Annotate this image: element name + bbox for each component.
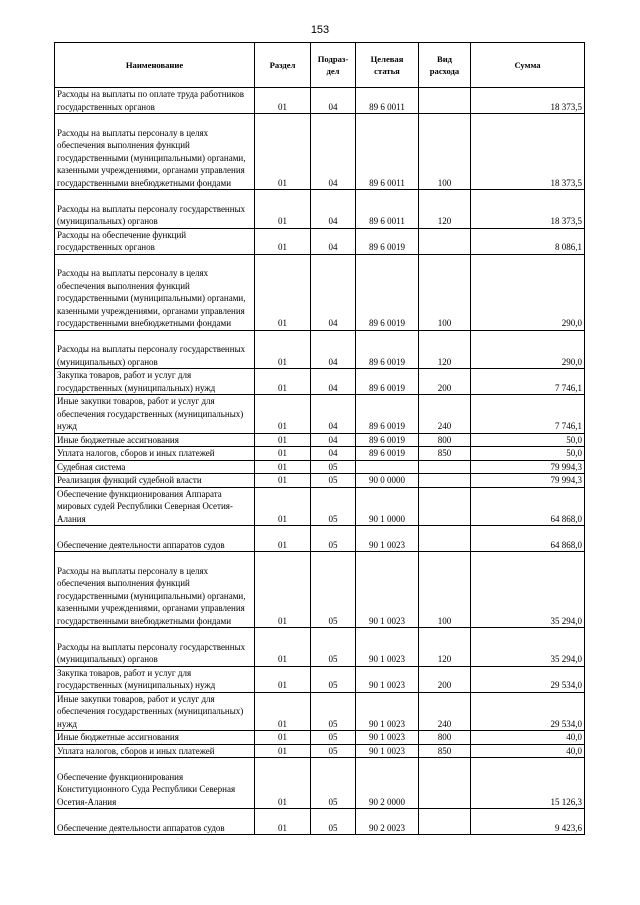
row-razdel: 01 — [255, 330, 311, 369]
table-row — [55, 395, 585, 434]
row-name: Расходы на обеспечение функций государственных органов — [55, 228, 255, 254]
row-podrazdel: 05 — [311, 628, 356, 667]
row-podrazdel: 04 — [311, 228, 356, 254]
row-razdel: 01 — [255, 731, 311, 745]
row-summa: 15 126,3 — [471, 758, 585, 809]
row-vid: 100 — [419, 114, 471, 190]
row-podrazdel: 05 — [311, 487, 356, 526]
row-name: Расходы на выплаты по оплате труда работников государственных органов — [55, 88, 255, 114]
row-vid — [419, 809, 471, 835]
header-summa: Сумма — [471, 43, 585, 88]
row-statya: 90 1 0023 — [356, 666, 419, 692]
row-summa: 64 868,0 — [471, 487, 585, 526]
row-podrazdel: 05 — [311, 731, 356, 745]
row-razdel: 01 — [255, 666, 311, 692]
row-podrazdel: 05 — [311, 692, 356, 731]
row-podrazdel: 04 — [311, 114, 356, 190]
row-podrazdel: 05 — [311, 666, 356, 692]
row-statya: 89 6 0019 — [356, 254, 419, 330]
table-row — [55, 666, 585, 692]
table-row — [55, 692, 585, 731]
row-statya — [356, 460, 419, 474]
row-vid: 800 — [419, 731, 471, 745]
table-row — [55, 369, 585, 395]
row-vid: 120 — [419, 190, 471, 229]
row-podrazdel: 04 — [311, 433, 356, 447]
row-summa: 18 373,5 — [471, 114, 585, 190]
row-summa: 18 373,5 — [471, 190, 585, 229]
page-number: 153 — [310, 24, 330, 36]
row-razdel: 01 — [255, 758, 311, 809]
row-podrazdel: 05 — [311, 460, 356, 474]
row-podrazdel: 05 — [311, 474, 356, 488]
row-name: Обеспечение функционирования Конституционного Суда Республики Северная Осетия-Алания — [55, 758, 255, 809]
row-summa: 29 534,0 — [471, 692, 585, 731]
row-vid — [419, 88, 471, 114]
row-razdel: 01 — [255, 369, 311, 395]
row-razdel: 01 — [255, 552, 311, 628]
row-razdel: 01 — [255, 254, 311, 330]
table-row — [55, 731, 585, 745]
row-name: Уплата налогов, сборов и иных платежей — [55, 447, 255, 461]
row-statya: 89 6 0019 — [356, 228, 419, 254]
row-razdel: 01 — [255, 460, 311, 474]
row-vid: 200 — [419, 666, 471, 692]
row-vid: 100 — [419, 552, 471, 628]
table-row — [55, 474, 585, 488]
table-row — [55, 433, 585, 447]
row-razdel: 01 — [255, 433, 311, 447]
row-summa: 35 294,0 — [471, 552, 585, 628]
row-statya: 89 6 0019 — [356, 447, 419, 461]
table-row — [55, 330, 585, 369]
table-row — [55, 744, 585, 758]
row-summa: 50,0 — [471, 447, 585, 461]
row-name: Иные закупки товаров, работ и услуг для обеспечения государственных (муниципальных) нужд — [55, 395, 255, 434]
row-summa: 40,0 — [471, 744, 585, 758]
row-razdel: 01 — [255, 809, 311, 835]
table-row — [55, 628, 585, 667]
row-statya: 90 1 0023 — [356, 552, 419, 628]
row-vid — [419, 758, 471, 809]
table-row — [55, 809, 585, 835]
row-podrazdel: 05 — [311, 758, 356, 809]
row-name: Расходы на выплаты персоналу в целях обеспечения выполнения функций государственными (муниципальными) органами, казенными учреждениями, органами управления государственными внебюджетными фондами — [55, 552, 255, 628]
row-statya: 90 1 0023 — [356, 731, 419, 745]
row-name: Обеспечение деятельности аппаратов судов — [55, 809, 255, 835]
row-podrazdel: 04 — [311, 190, 356, 229]
row-name: Закупка товаров, работ и услуг для государственных (муниципальных) нужд — [55, 666, 255, 692]
row-vid — [419, 526, 471, 552]
row-razdel: 01 — [255, 487, 311, 526]
header-vid: Вид расхода — [419, 43, 471, 88]
row-name: Уплата налогов, сборов и иных платежей — [55, 744, 255, 758]
row-summa: 64 868,0 — [471, 526, 585, 552]
table-row — [55, 114, 585, 190]
table-row — [55, 228, 585, 254]
table-row — [55, 190, 585, 229]
row-podrazdel: 05 — [311, 809, 356, 835]
row-statya: 90 2 0000 — [356, 758, 419, 809]
row-summa: 8 086,1 — [471, 228, 585, 254]
table-header-row — [55, 43, 585, 88]
row-name: Расходы на выплаты персоналу государственных (муниципальных) органов — [55, 330, 255, 369]
table-row — [55, 758, 585, 809]
row-statya: 90 1 0023 — [356, 692, 419, 731]
row-statya: 90 1 0000 — [356, 487, 419, 526]
table-row — [55, 552, 585, 628]
row-razdel: 01 — [255, 88, 311, 114]
row-name: Расходы на выплаты персоналу государственных (муниципальных) органов — [55, 190, 255, 229]
row-summa: 290,0 — [471, 254, 585, 330]
header-razdel: Раздел — [255, 43, 311, 88]
row-summa: 290,0 — [471, 330, 585, 369]
table-row — [55, 526, 585, 552]
row-podrazdel: 05 — [311, 526, 356, 552]
row-razdel: 01 — [255, 447, 311, 461]
row-statya: 89 6 0019 — [356, 395, 419, 434]
header-name: Наименование — [55, 43, 255, 88]
row-vid: 100 — [419, 254, 471, 330]
row-podrazdel: 04 — [311, 254, 356, 330]
row-razdel: 01 — [255, 744, 311, 758]
row-podrazdel: 04 — [311, 88, 356, 114]
row-vid: 120 — [419, 628, 471, 667]
header-statya: Целевая статья — [356, 43, 419, 88]
row-statya: 89 6 0019 — [356, 369, 419, 395]
row-razdel: 01 — [255, 628, 311, 667]
row-statya: 90 0 0000 — [356, 474, 419, 488]
row-podrazdel: 05 — [311, 744, 356, 758]
row-statya: 89 6 0019 — [356, 330, 419, 369]
row-summa: 9 423,6 — [471, 809, 585, 835]
row-podrazdel: 04 — [311, 447, 356, 461]
row-name: Расходы на выплаты персоналу государственных (муниципальных) органов — [55, 628, 255, 667]
row-vid — [419, 474, 471, 488]
row-razdel: 01 — [255, 114, 311, 190]
row-vid: 200 — [419, 369, 471, 395]
row-statya: 90 2 0023 — [356, 809, 419, 835]
table-row — [55, 487, 585, 526]
row-summa: 7 746,1 — [471, 369, 585, 395]
row-statya: 89 6 0011 — [356, 190, 419, 229]
row-podrazdel: 05 — [311, 552, 356, 628]
row-summa: 29 534,0 — [471, 666, 585, 692]
row-summa: 35 294,0 — [471, 628, 585, 667]
header-podrazdel: Подраз- дел — [311, 43, 356, 88]
row-vid: 850 — [419, 744, 471, 758]
row-summa: 18 373,5 — [471, 88, 585, 114]
row-razdel: 01 — [255, 692, 311, 731]
budget-table — [54, 42, 585, 835]
row-name: Иные бюджетные ассигнования — [55, 433, 255, 447]
row-name: Расходы на выплаты персоналу в целях обеспечения выполнения функций государственными (муниципальными) органами, казенными учреждениями, органами управления государственными внебюджетными фондами — [55, 254, 255, 330]
row-name: Реализация функций судебной власти — [55, 474, 255, 488]
row-vid: 240 — [419, 692, 471, 731]
row-razdel: 01 — [255, 228, 311, 254]
row-name: Закупка товаров, работ и услуг для государственных (муниципальных) нужд — [55, 369, 255, 395]
row-vid: 120 — [419, 330, 471, 369]
row-razdel: 01 — [255, 190, 311, 229]
table-row — [55, 88, 585, 114]
row-vid: 800 — [419, 433, 471, 447]
row-razdel: 01 — [255, 474, 311, 488]
row-statya: 89 6 0019 — [356, 433, 419, 447]
row-name: Иные закупки товаров, работ и услуг для обеспечения государственных (муниципальных) нужд — [55, 692, 255, 731]
row-summa: 50,0 — [471, 433, 585, 447]
row-statya: 89 6 0011 — [356, 88, 419, 114]
table-body — [55, 88, 585, 835]
row-razdel: 01 — [255, 526, 311, 552]
table-row — [55, 254, 585, 330]
row-summa: 7 746,1 — [471, 395, 585, 434]
row-statya: 90 1 0023 — [356, 526, 419, 552]
row-vid: 240 — [419, 395, 471, 434]
row-podrazdel: 04 — [311, 369, 356, 395]
row-summa: 40,0 — [471, 731, 585, 745]
row-name: Иные бюджетные ассигнования — [55, 731, 255, 745]
row-razdel: 01 — [255, 395, 311, 434]
row-podrazdel: 04 — [311, 395, 356, 434]
row-podrazdel: 04 — [311, 330, 356, 369]
row-name: Расходы на выплаты персоналу в целях обеспечения выполнения функций государственными (муниципальными) органами, казенными учреждениями, органами управления государственными внебюджетными фондами — [55, 114, 255, 190]
row-statya: 90 1 0023 — [356, 744, 419, 758]
table-row — [55, 447, 585, 461]
row-summa: 79 994,3 — [471, 460, 585, 474]
row-statya: 89 6 0011 — [356, 114, 419, 190]
row-summa: 79 994,3 — [471, 474, 585, 488]
row-name: Обеспечение деятельности аппаратов судов — [55, 526, 255, 552]
row-name: Обеспечение функционирования Аппарата мировых судей Республики Северная Осетия-Алания — [55, 487, 255, 526]
table-row — [55, 460, 585, 474]
row-vid — [419, 487, 471, 526]
row-name: Судебная система — [55, 460, 255, 474]
row-statya: 90 1 0023 — [356, 628, 419, 667]
row-vid — [419, 228, 471, 254]
row-vid: 850 — [419, 447, 471, 461]
row-vid — [419, 460, 471, 474]
